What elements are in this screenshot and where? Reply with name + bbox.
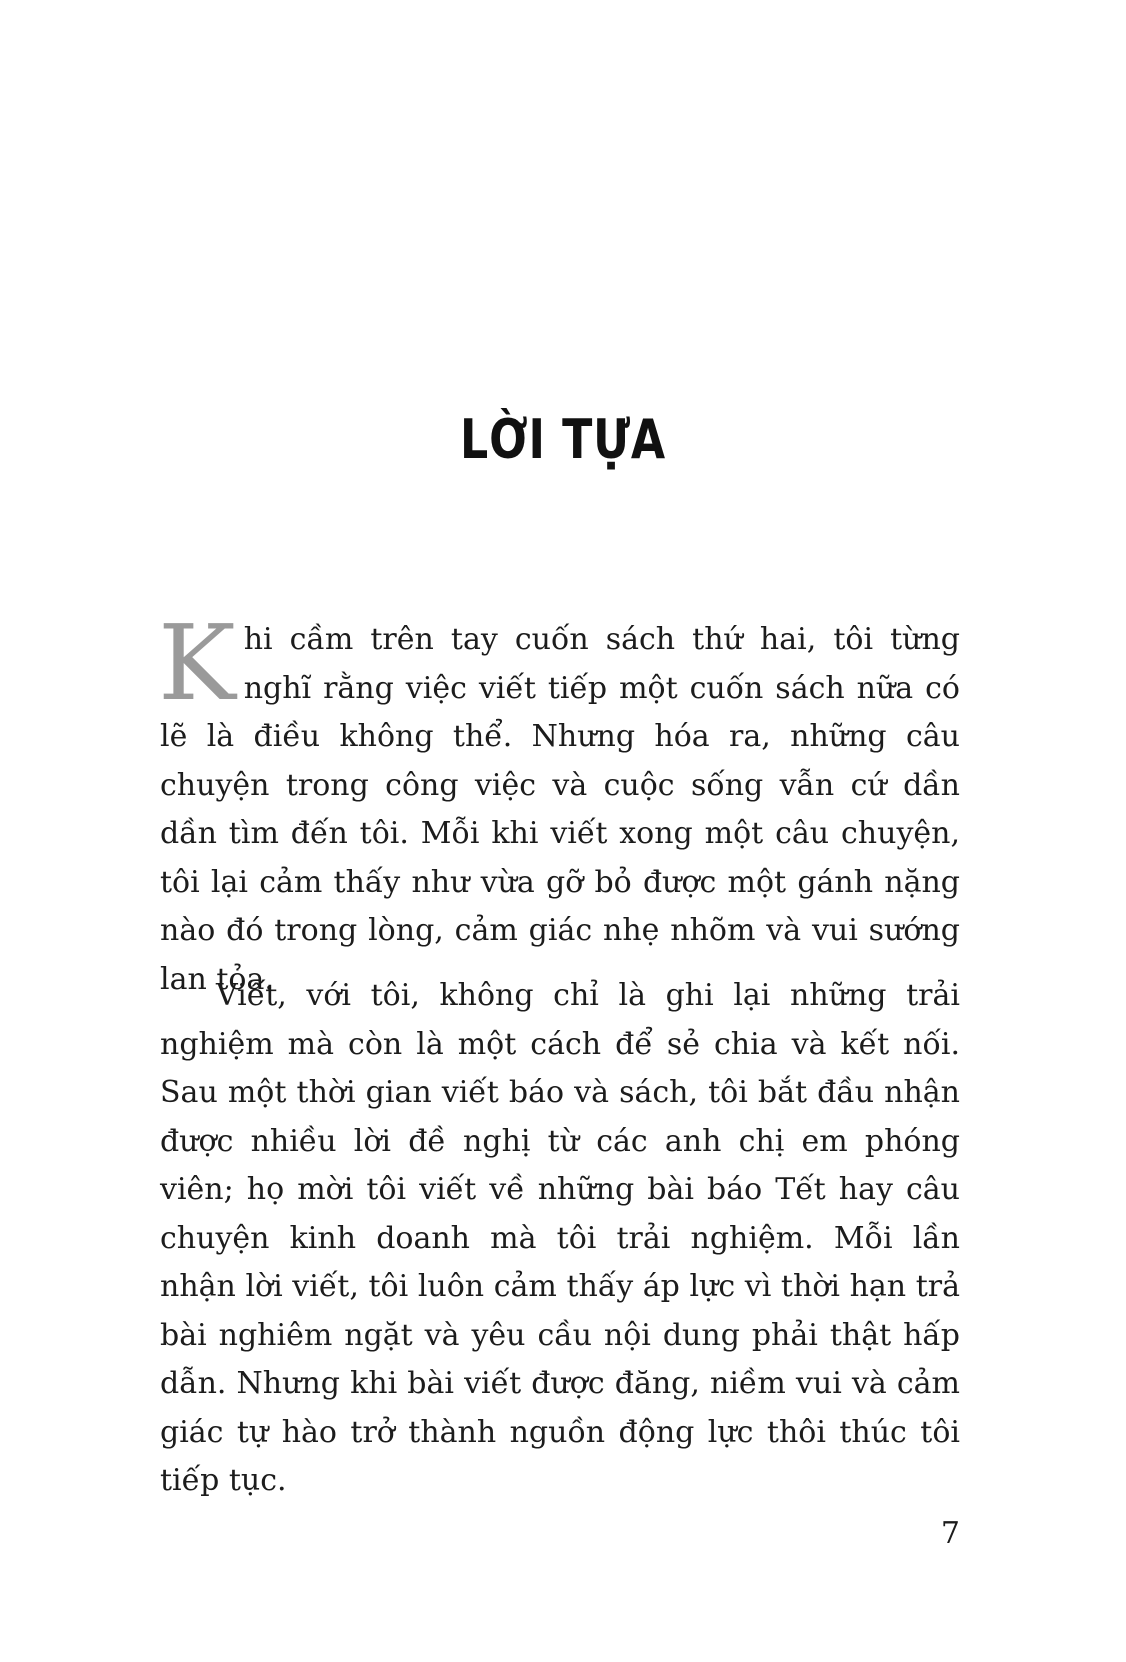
chapter-title: LỜI TỰA [460,408,666,472]
drop-cap: K [158,602,236,724]
page-number: 7 [940,1516,960,1551]
paragraph-1-text: hi cầm trên tay cuốn sách thứ hai, tôi từng nghĩ rằng việc viết tiếp một cuốn sách nữa có lẽ là điều không thể. Nhưng hóa ra, những câu chuyện trong công việc và cuộc sống vẫn cứ dần dần tìm đến tôi. Mỗi khi viết xong một câu chuyện, tôi lại cảm thấy như vừa gỡ bỏ được một gánh nặng nào đó trong lòng, cảm giác nhẹ nhõm và vui sướng lan tỏa. [160,622,960,997]
paragraph-2: Viết, với tôi, không chỉ là ghi lại những trải nghiệm mà còn là một cách để sẻ chia và kết nối. Sau một thời gian viết báo và sách, tôi bắt đầu nhận được nhiều lời đề nghị từ các anh chị em phóng viên; họ mời tôi viết về những bài báo Tết hay câu chuyện kinh doanh mà tôi trải nghiệm. Mỗi lần nhận lời viết, tôi luôn cảm thấy áp lực vì thời hạn trả bài nghiêm ngặt và yêu cầu nội dung phải thật hấp dẫn. Nhưng khi bài viết được đăng, niềm vui và cảm giác tự hào trở thành nguồn động lực thôi thúc tôi tiếp tục. [160,978,960,1498]
paragraph-1 [158,602,960,1004]
